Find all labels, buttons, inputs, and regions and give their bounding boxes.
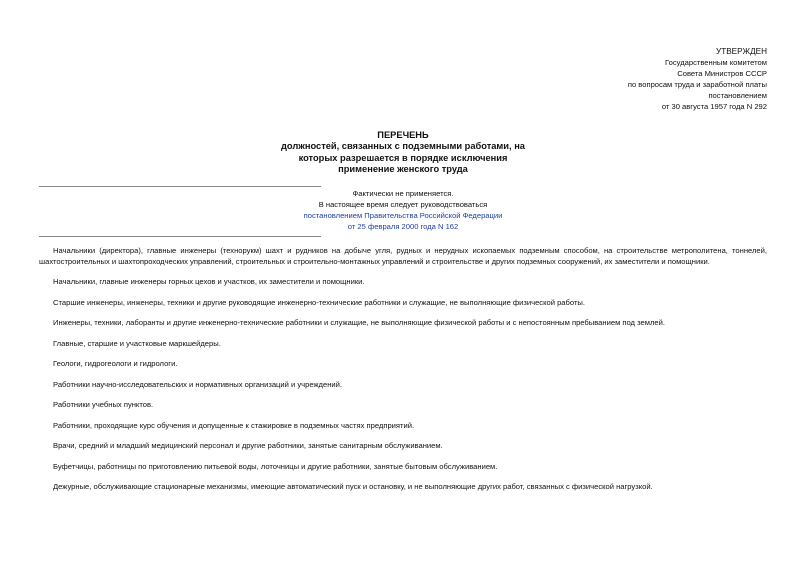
regulation-link[interactable] <box>291 210 515 232</box>
status-note <box>291 188 515 232</box>
approval-line: от 30 августа 1957 года N 292 <box>661 102 767 111</box>
approval-block <box>527 46 767 112</box>
list-item: Врачи, средний и младший медицинский персонал и другие работники, занятые санитарным обслуживанием. <box>53 441 443 450</box>
approval-line: по вопросам труда и заработной платы <box>627 80 767 89</box>
list-item: Работники, проходящие курс обучения и допущенные к стажировке в подземных частях предприятий. <box>53 420 415 430</box>
list-item: Инженеры, техники, лаборанты и другие инженерно-технические работники и служащие, не выполняющие физической работы и с непостоянным пребыванием под землей. <box>53 318 665 327</box>
list-item: Геологи, гидрогеологи и гидрологи. <box>53 359 178 368</box>
title-line: применение женского труда <box>338 164 468 175</box>
link-line[interactable]: постановлением Правительства Российской Федерации <box>303 211 503 220</box>
list-item: Главные, старшие и участковые маркшейдеры. <box>53 338 221 348</box>
note-line: Фактически не применяется. <box>352 189 454 198</box>
list-item: Начальники (директора), главные инженеры (технорукм) шахт и рудников на добыче угля, рудных и нерудных ископаемых подземным способом, на строительстве метрополитена, тоннелей, шахтостроительных и шахтопроходческих управлений, строительных и строительно-монтажных управлений и строительстве и других подземных сооружений, их заместители и помощники. <box>39 246 767 266</box>
list-item: Буфетчицы, работницы по приготовлению питьевой воды, лоточницы и другие работники, занятые бытовым обслуживанием. <box>53 461 498 471</box>
document-title <box>180 130 626 176</box>
approval-line: постановлением <box>708 91 767 100</box>
divider-line <box>39 186 321 187</box>
list-item: Работники научно-исследовательских и нормативных организаций и учреждений. <box>53 379 342 389</box>
approval-line: Совета Министров СССР <box>677 69 767 78</box>
title-line: должностей, связанных с подземными работами, на <box>281 141 525 152</box>
link-line[interactable]: от 25 февраля 2000 года N 162 <box>347 222 459 231</box>
position-list <box>39 246 767 493</box>
approval-line: Государственным комитетом <box>665 58 767 67</box>
divider-line <box>39 236 321 237</box>
list-item: Работники учебных пунктов. <box>53 400 154 409</box>
title-line: ПЕРЕЧЕНЬ <box>377 130 429 140</box>
list-item: Начальники, главные инженеры горных цехов и участков, их заместители и помощники. <box>53 277 365 286</box>
title-line: которых разрешается в порядке исключения <box>298 152 508 163</box>
note-line: В настоящее время следует руководствоваться <box>318 200 488 209</box>
list-item: Старшие инженеры, инженеры, техники и другие руководящие инженерно-технические работники и служащие, не выполняющие физической работы. <box>53 297 585 307</box>
approval-heading: УТВЕРЖДЕН <box>716 47 767 56</box>
list-item: Дежурные, обслуживающие стационарные механизмы, имеющие автоматический пуск и остановку, и не выполняющие других работ, связанных с физической нагрузкой. <box>53 482 653 491</box>
